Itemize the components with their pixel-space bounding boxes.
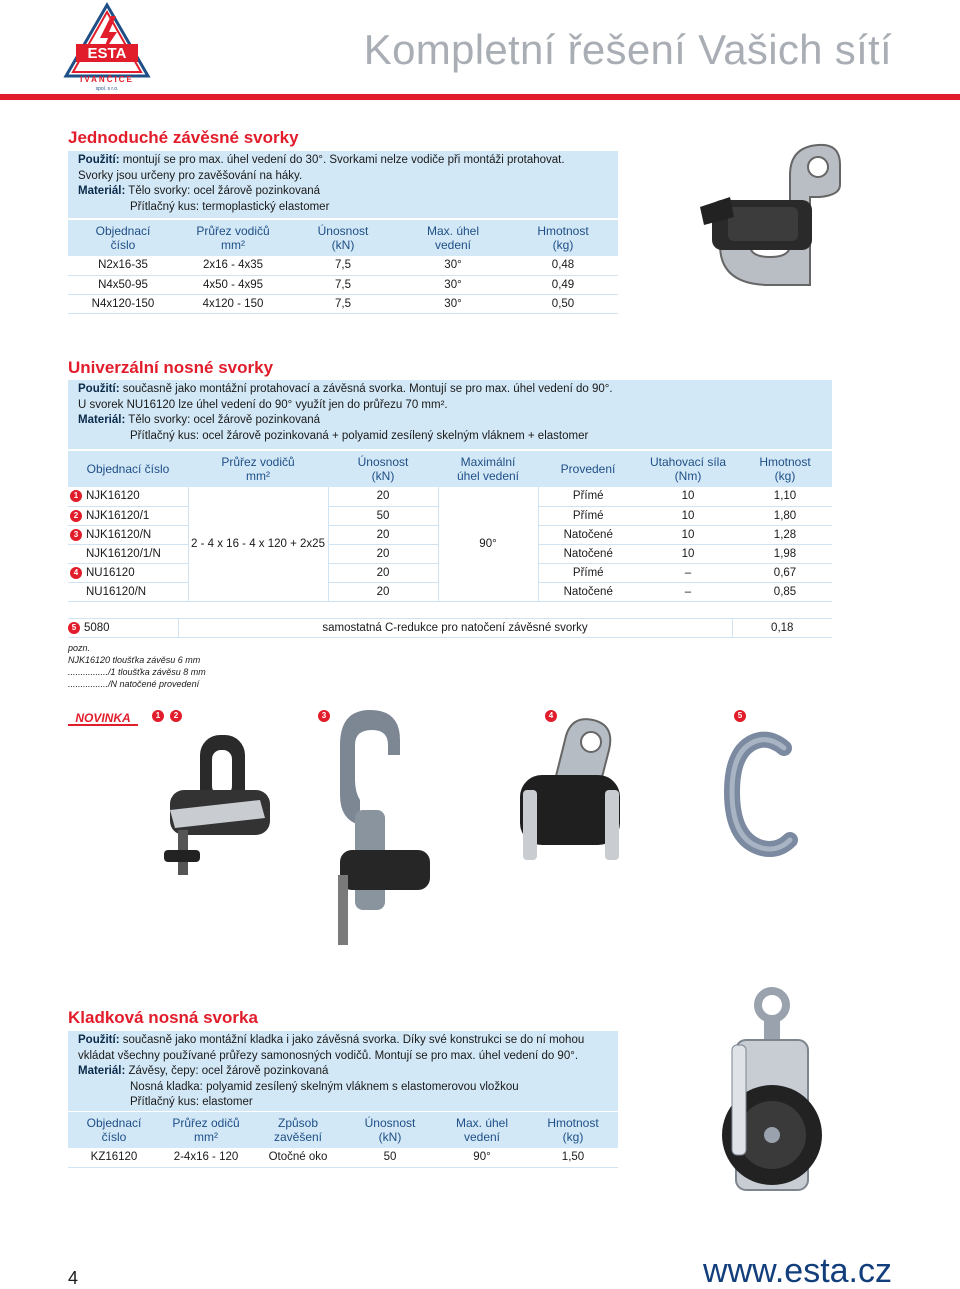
th-provedeni: Provedení: [538, 451, 638, 488]
use-label: Použití:: [78, 1034, 120, 1046]
logo-company: spol. s r.o.: [95, 86, 119, 92]
th-objednaci-cislo: Objednací číslo: [68, 451, 188, 488]
th-uhel: Max. úhel vedení: [398, 220, 508, 257]
section2-info-box: Použití: současně jako montážní protahovací a závěsná svorka. Montují se pro max. úhel vedení do 90°. U svorek NU16120 lze úhel vedení do 90° využít jen do průřezu 70 mm². Materiál: Tělo svorky: ocel žárově pozinkovaná Přítlačný kus: ocel žárově pozinkovaná + polyamid zesílený skelným vláknem + elastomer: [68, 380, 832, 449]
spec-table-univerzalni: [68, 450, 832, 602]
th-utahovaci-sila: Utahovací síla (Nm): [638, 451, 738, 488]
esta-logo: [62, 2, 152, 92]
marker-4: 4: [70, 567, 82, 579]
th-max-uhel: Max. úhel vedení: [436, 1112, 528, 1149]
th-zpusob-zaveseni: Způsob zavěšení: [252, 1112, 344, 1149]
photo-simple-clamp: [690, 135, 870, 310]
header-divider: [0, 94, 960, 100]
page-number: 4: [68, 1268, 79, 1288]
logo-city: IVANČICE: [80, 75, 134, 84]
photo-universal-clamp-4: [505, 700, 635, 880]
marker-2: 2: [70, 510, 82, 522]
th-hmotnost: Hmotnost (kg): [738, 451, 832, 488]
section1-info-box: Použití: montují se pro max. úhel vedení do 30°. Svorkami nelze vodiče při montáži protahovat. Svorky jsou určeny pro zavěšování na háky. Materiál: Tělo svorky: ocel žárově pozinkovaná Přítlačný kus: termoplastický elastomer: [68, 151, 618, 218]
marker-1: 1: [70, 490, 82, 502]
table-row: KZ16120 2-4x16 - 120 Otočné oko 50 90° 1,50: [68, 1148, 618, 1167]
th-hmotnost: Hmotnost (kg): [508, 220, 618, 257]
th-objednaci-cislo: Objednací číslo: [68, 1112, 160, 1149]
photo-c-reduction: [722, 730, 812, 860]
th-unosnost: Únosnost (kN): [288, 220, 398, 257]
table-row: 4 NU16120 20 Přímé – 0,67: [68, 563, 832, 582]
section3-info-box: Použití: současně jako montážní kladka i jako závěsná svorka. Díky své konstrukci se do ní mohou vkládat všechny používané průřezy samonosných vodičů. Montují se pro max. úhel vedení do 90°. Materiál: Závěsy, čepy: ocel žárově pozinkovaná Nosná kladka: polyamid zesílený skelným vláknem s elastomerovou vložkou Přítlačný kus: elastomer: [68, 1031, 618, 1111]
redukce-row-table: [68, 618, 832, 638]
section-title-univerzalni: Univerzální nosné svorky: [68, 358, 274, 377]
photo-universal-clamp-3: [300, 700, 460, 950]
header-title: Kompletní řešení Vašich sítí: [363, 26, 892, 73]
section-title-kladkova: Kladková nosná svorka: [68, 1008, 258, 1027]
table-row: 1 NJK16120 2 - 4 x 16 - 4 x 120 + 2x25 20 90° Přímé 10 1,10: [68, 487, 832, 506]
shared-angle: 90°: [438, 487, 538, 601]
note-block: pozn. NJK16120 tloušťka závěsu 6 mm ................/1 tloušťka závěsu 8 mm ................/N natočené provedení: [68, 643, 206, 689]
th-hmotnost: Hmotnost (kg): [528, 1112, 618, 1149]
material-label: Materiál:: [78, 1065, 126, 1078]
photo-marker-4: 4: [545, 710, 557, 722]
th-unosnost: Únosnost (kN): [344, 1112, 436, 1149]
use-label: Použití:: [78, 383, 120, 395]
marker-3: 3: [70, 529, 82, 541]
th-max-uhel: Maximální úhel vedení: [438, 451, 538, 488]
table-row: 3 NJK16120/N 20 Natočené 10 1,28: [68, 525, 832, 544]
th-unosnost: Únosnost (kN): [328, 451, 438, 488]
table-row: N2x16-35 2x16 - 4x35 7,5 30° 0,48: [68, 256, 618, 275]
photo-marker-2: 2: [170, 710, 182, 722]
photo-pulley-clamp: [700, 985, 840, 1195]
photo-marker-5: 5: [734, 710, 746, 722]
th-objednaci-cislo: Objednací číslo: [68, 220, 178, 257]
spec-table-kladkova: [68, 1111, 618, 1168]
table-row: 2 NJK16120/1 50 Přímé 10 1,80: [68, 506, 832, 525]
section-title-jednoduche: Jednoduché závěsné svorky: [68, 128, 299, 147]
table-row: N4x50-95 4x50 - 4x95 7,5 30° 0,49: [68, 275, 618, 294]
use-label: Použití:: [78, 154, 120, 166]
logo-brand: ESTA: [87, 45, 127, 62]
photo-marker-3: 3: [318, 710, 330, 722]
th-prurez: Průřez vodičů mm²: [178, 220, 288, 257]
spec-table-jednoduche: [68, 219, 618, 314]
photo-marker-1: 1: [152, 710, 164, 722]
material-label: Materiál:: [78, 185, 126, 198]
table-row: 5 5080 samostatná C-redukce pro natočení závěsné svorky 0,18: [68, 619, 832, 638]
th-prurez: Průřez vodičů mm²: [188, 451, 328, 488]
novinka-badge: NOVINKA: [68, 710, 138, 726]
th-prurez: Průřez odičů mm²: [160, 1112, 252, 1149]
table-row: NU16120/N 20 Natočené – 0,85: [68, 582, 832, 601]
table-row: NJK16120/1/N 20 Natočené 10 1,98: [68, 544, 832, 563]
shared-cross-section: 2 - 4 x 16 - 4 x 120 + 2x25: [188, 487, 328, 601]
table-row: N4x120-150 4x120 - 150 7,5 30° 0,50: [68, 294, 618, 313]
marker-5: 5: [68, 622, 80, 634]
website-link[interactable]: www.esta.cz: [703, 1252, 892, 1289]
material-label: Materiál:: [78, 414, 126, 427]
photo-universal-clamp-1: [150, 730, 290, 890]
